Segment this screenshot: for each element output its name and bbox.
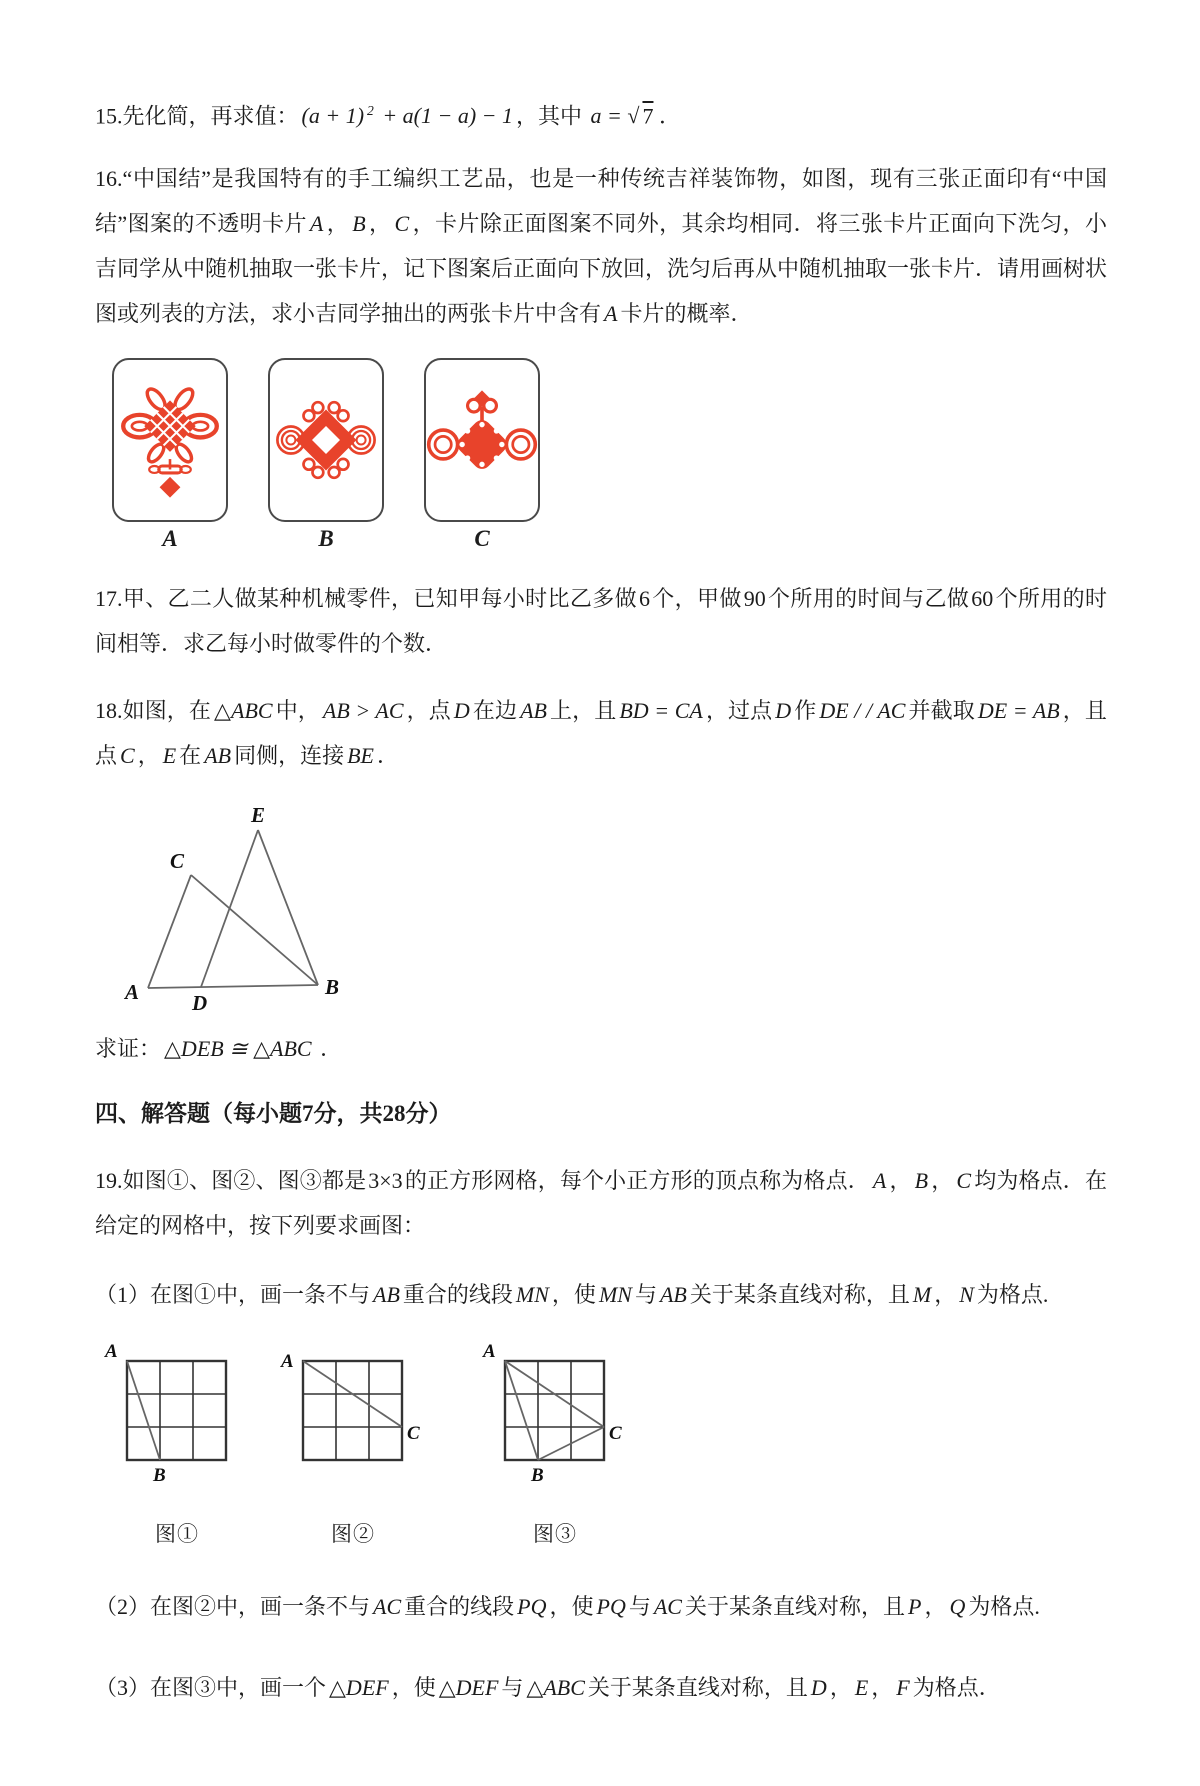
grid-figures — [97, 1341, 1107, 1548]
vertex-label-a: A — [125, 980, 140, 1005]
triangle-abc-drawing — [113, 800, 393, 1018]
problem-19: 19.如图①、图②、图③都是3×3的正方形网格，每个小正方形的顶点称为格点． A ， B ， C 均为格点．在给定的网格中，按下列要求画图： — [95, 1168, 1107, 1239]
section-heading: 四、解答题（每小题7分，共28分） — [95, 1101, 452, 1127]
grid-3-drawing — [475, 1341, 635, 1487]
problem-16: 16.“中国结”是我国特有的手工编织工艺品，也是一种传统吉祥装饰物，如图，现有三张正面印有“中国结”图案的不透明卡片 A ， B ， C ，卡片除正面图案不同外，其余均相同．将三张卡片正面向下洗匀，小吉同学从中随机抽取一张卡片，记下图案后正面向下放回，洗匀后再从中随机抽取一张卡片．请用画树状图或列表的方法，求小吉同学抽出的两张卡片中含有 A 卡片的概率． — [95, 166, 1108, 327]
document-body — [95, 88, 1107, 1710]
grid3-label-a: A — [483, 1341, 496, 1363]
card-label-c: C — [474, 526, 490, 552]
problem-19-part1: （1）在图①中，画一条不与 AB 重合的线段 MN ，使 MN 与 AB 关于某条直线对称，且 M ， N 为格点. — [95, 1282, 1049, 1308]
grid-caption-1: 图① — [155, 1522, 199, 1547]
vertex-label-d: D — [192, 991, 208, 1016]
problem-18: 18.如图，在 △ABC 中， AB > AC ，点 D 在边 AB 上，且 BD = CA ，过点 D 作 DE / / AC 并截取 DE = AB ，且点 C ， E 在 AB 同侧，连接 BE ． — [95, 698, 1107, 769]
card-c — [424, 358, 540, 522]
grid-figure-1 — [97, 1341, 257, 1548]
grid-1-drawing — [97, 1341, 257, 1487]
grid3-label-c: C — [609, 1423, 622, 1445]
card-label-a: A — [162, 526, 178, 552]
card-label-b: B — [318, 526, 334, 552]
vertex-label-e: E — [251, 803, 266, 828]
problem-15: 15.先化简，再求值： (a + 1) $^2$ + a(1 − a) − 1 ，其中 a = √ 7 ． — [95, 103, 681, 129]
grid-caption-3: 图③ — [533, 1522, 577, 1547]
card-b — [268, 358, 384, 522]
grid1-label-a: A — [105, 1341, 118, 1363]
chinese-knot-a-icon — [118, 371, 222, 509]
grid2-label-c: C — [407, 1423, 420, 1445]
vertex-label-b: B — [325, 975, 340, 1000]
grid-figure-2 — [273, 1341, 433, 1548]
card-figure — [112, 358, 1107, 562]
card-a — [112, 358, 228, 522]
grid3-label-b: B — [531, 1465, 544, 1487]
grid-figure-3 — [475, 1341, 635, 1548]
grid-2-drawing — [273, 1341, 433, 1487]
card-row — [112, 358, 1107, 522]
triangle-figure — [113, 800, 1107, 1018]
card-label-row — [112, 526, 1107, 552]
grid2-label-a: A — [281, 1351, 294, 1373]
problem-17: 17.甲、乙二人做某种机械零件，已知甲每小时比乙多做6个，甲做90个所用的时间与乙做60个所用的时间相等．求乙每小时做零件的个数． — [95, 586, 1107, 657]
prove-statement: 求证： △DEB ≅ △ABC ． — [95, 1036, 343, 1062]
problem-19-part2: （2）在图②中，画一条不与 AC 重合的线段 PQ ，使 PQ 与 AC 关于某条直线对称，且 P ， Q 为格点. — [95, 1594, 1040, 1620]
grid1-label-b: B — [153, 1465, 166, 1487]
problem-19-part3: （3）在图③中，画一个 △DEF ，使 △DEF 与 △ABC 关于某条直线对称，且 D ， E ， F 为格点． — [95, 1675, 1001, 1701]
grid-caption-2: 图② — [331, 1522, 375, 1547]
exam-page — [0, 88, 1200, 1786]
chinese-knot-c-icon — [426, 384, 538, 496]
chinese-knot-b-icon — [272, 386, 380, 494]
vertex-label-c: C — [170, 849, 185, 874]
